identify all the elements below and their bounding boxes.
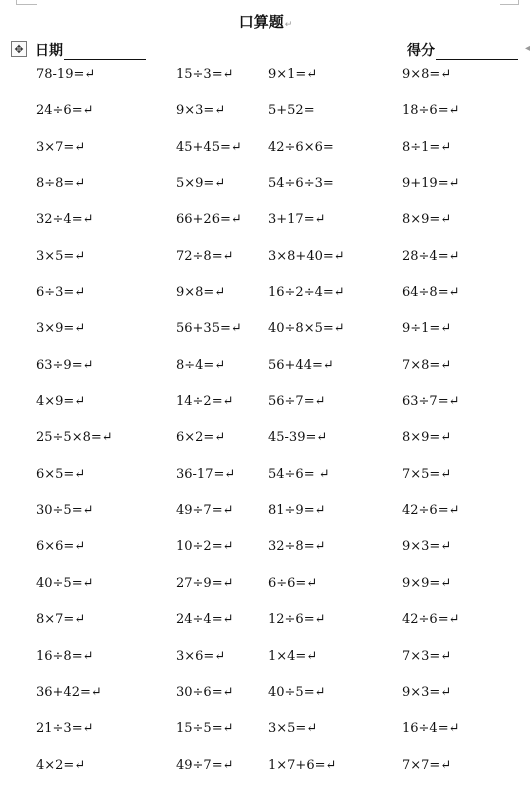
problem-cell: 8÷8=↵ <box>36 176 86 192</box>
title-text: 口算题 <box>238 13 284 31</box>
problem-cell: 15÷3=↵ <box>176 67 234 82</box>
paragraph-mark-icon: ↵ <box>284 20 293 30</box>
problem-cell: 6×6=↵ <box>36 539 86 555</box>
problem-cell: 6÷6=↵ <box>268 575 318 591</box>
problem-cell: 9×3=↵ <box>402 684 452 700</box>
score-field[interactable] <box>407 40 518 60</box>
problem-cell: 8÷1=↵ <box>402 139 452 155</box>
problem-cell: 1×4=↵ <box>268 648 318 664</box>
problem-cell: 78-19=↵ <box>36 67 96 82</box>
problem-cell: 63÷7=↵ <box>402 394 460 410</box>
problem-cell: 9÷1=↵ <box>402 321 452 337</box>
problem-cell: 3×6=↵ <box>176 648 226 664</box>
problem-row <box>0 463 531 499</box>
problem-row <box>0 172 531 208</box>
problem-cell: 81÷9=↵ <box>268 503 326 519</box>
problem-cell: 8×9=↵ <box>402 430 452 446</box>
problem-cell: 7×5=↵ <box>402 466 452 482</box>
date-label: 日期 <box>35 43 63 59</box>
problem-cell: 4×2=↵ <box>36 757 86 773</box>
problem-cell: 30÷6=↵ <box>176 684 234 700</box>
problem-row <box>0 390 531 426</box>
problem-cell: 8×7=↵ <box>36 612 86 628</box>
problem-row <box>0 572 531 608</box>
problem-row <box>0 754 531 790</box>
problem-grid <box>0 63 531 790</box>
problem-row <box>0 245 531 281</box>
table-move-handle-icon[interactable]: ✥ <box>11 41 27 57</box>
problem-cell: 8÷4=↵ <box>176 357 226 373</box>
page-title <box>0 11 531 32</box>
problem-row <box>0 499 531 535</box>
problem-cell: 9×1=↵ <box>268 67 318 82</box>
problem-cell: 40÷5=↵ <box>268 684 326 700</box>
problem-cell: 6÷3=↵ <box>36 285 86 301</box>
problem-cell: 1×7+6=↵ <box>268 757 337 773</box>
problem-cell: 9+19=↵ <box>402 176 460 192</box>
problem-cell: 7×8=↵ <box>402 357 452 373</box>
problem-row <box>0 208 531 244</box>
problem-cell: 9×9=↵ <box>402 575 452 591</box>
score-label: 得分 <box>407 43 435 59</box>
problem-cell: 36-17=↵ <box>176 466 236 482</box>
problem-row <box>0 136 531 172</box>
problem-cell: 63÷9=↵ <box>36 357 94 373</box>
problem-cell: 54÷6= ↵ <box>268 466 330 482</box>
problem-cell: 42÷6=↵ <box>402 503 460 519</box>
problem-cell: 45-39=↵ <box>268 430 328 446</box>
problem-cell: 30÷5=↵ <box>36 503 94 519</box>
problem-cell: 12÷6=↵ <box>268 612 326 628</box>
problem-cell: 24÷6=↵ <box>36 103 94 119</box>
date-field[interactable] <box>35 40 146 60</box>
problem-cell: 6×5=↵ <box>36 466 86 482</box>
problem-row <box>0 717 531 753</box>
problem-row <box>0 354 531 390</box>
problem-cell: 18÷6=↵ <box>402 103 460 119</box>
problem-cell: 45+45=↵ <box>176 139 242 155</box>
problem-cell: 40÷8×5=↵ <box>268 321 345 337</box>
problem-cell: 16÷4=↵ <box>402 721 460 737</box>
problem-cell: 24÷4=↵ <box>176 612 234 628</box>
problem-cell: 72÷8=↵ <box>176 248 234 264</box>
page-corner-mark-right <box>500 0 519 5</box>
problem-cell: 25÷5×8=↵ <box>36 430 113 446</box>
problem-cell: 64÷8=↵ <box>402 285 460 301</box>
problem-cell: 6×2=↵ <box>176 430 226 446</box>
problem-row <box>0 317 531 353</box>
problem-cell: 32÷8=↵ <box>268 539 326 555</box>
problem-cell: 9×3=↵ <box>402 539 452 555</box>
problem-cell: 56÷7=↵ <box>268 394 326 410</box>
problem-cell: 54÷6÷3= <box>268 176 334 192</box>
date-blank[interactable] <box>64 45 146 60</box>
problem-cell: 9×8=↵ <box>176 285 226 301</box>
problem-cell: 15÷5=↵ <box>176 721 234 737</box>
problem-cell: 36+42=↵ <box>36 684 102 700</box>
problem-cell: 56+44=↵ <box>268 357 334 373</box>
problem-cell: 28÷4=↵ <box>402 248 460 264</box>
problem-cell: 10÷2=↵ <box>176 539 234 555</box>
problem-cell: 3×8+40=↵ <box>268 248 345 264</box>
problem-cell: 40÷5=↵ <box>36 575 94 591</box>
problem-row <box>0 281 531 317</box>
problem-row <box>0 535 531 571</box>
problem-row <box>0 63 531 99</box>
problem-cell: 3×5=↵ <box>36 248 86 264</box>
problem-cell: 3×9=↵ <box>36 321 86 337</box>
problem-cell: 14÷2=↵ <box>176 394 234 410</box>
score-blank[interactable] <box>436 45 518 60</box>
row-end-mark-icon: ◂ <box>525 43 531 54</box>
problem-cell: 5×9=↵ <box>176 176 226 192</box>
page-corner-mark-left <box>16 0 37 5</box>
problem-cell: 21÷3=↵ <box>36 721 94 737</box>
problem-cell: 16÷8=↵ <box>36 648 94 664</box>
problem-cell: 4×9=↵ <box>36 394 86 410</box>
problem-row <box>0 608 531 644</box>
problem-cell: 56+35=↵ <box>176 321 242 337</box>
problem-cell: 7×3=↵ <box>402 648 452 664</box>
problem-cell: 7×7=↵ <box>402 757 452 773</box>
problem-cell: 3+17=↵ <box>268 212 326 228</box>
problem-row <box>0 681 531 717</box>
problem-cell: 42÷6=↵ <box>402 612 460 628</box>
problem-cell: 8×9=↵ <box>402 212 452 228</box>
problem-cell: 49÷7=↵ <box>176 757 234 773</box>
problem-cell: 5+52= <box>268 103 315 119</box>
problem-cell: 66+26=↵ <box>176 212 242 228</box>
problem-cell: 3×7=↵ <box>36 139 86 155</box>
problem-cell: 9×8=↵ <box>402 67 452 82</box>
problem-cell: 3×5=↵ <box>268 721 318 737</box>
problem-cell: 32÷4=↵ <box>36 212 94 228</box>
problem-cell: 16÷2÷4=↵ <box>268 285 345 301</box>
problem-cell: 49÷7=↵ <box>176 503 234 519</box>
problem-row <box>0 99 531 135</box>
problem-row <box>0 426 531 462</box>
problem-cell: 27÷9=↵ <box>176 575 234 591</box>
problem-row <box>0 645 531 681</box>
problem-cell: 9×3=↵ <box>176 103 226 119</box>
problem-cell: 42÷6×6= <box>268 139 334 155</box>
